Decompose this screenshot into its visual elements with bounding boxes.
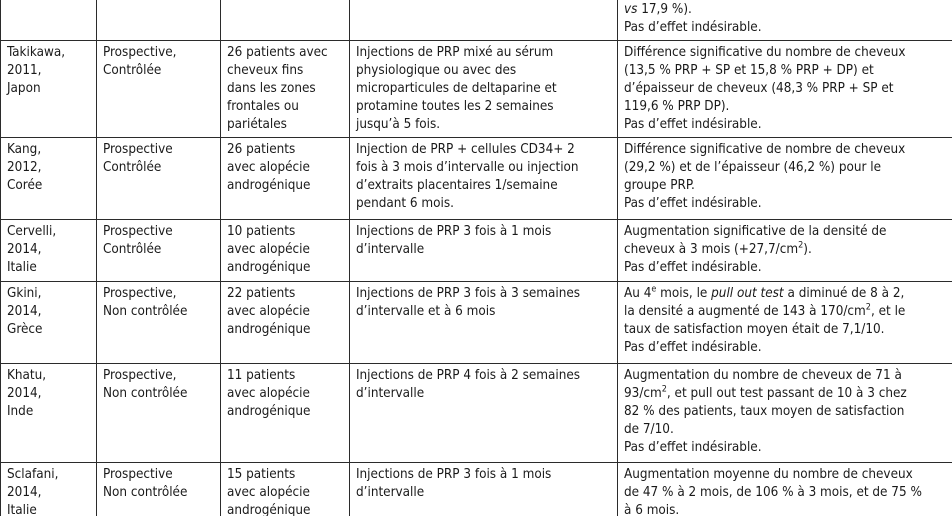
study-cell: Kang, 2012, Corée [1,138,97,220]
results-text: 17,9 %). [637,2,692,17]
results-cell [618,364,952,463]
protocol-cell: Injections de PRP 3 fois à 3 semaines d’intervalle et à 6 mois [350,282,618,364]
table-row [1,463,952,516]
protocol-cell [350,0,618,41]
design-cell: Prospective Contrôlée [97,138,221,220]
table-row [1,41,952,138]
results-text: , et le taux de satisfaction moyen était de 7,1/10. Pas d’effet indésirable. [624,304,906,355]
results-text: ). Pas d’effet indésirable. [624,242,812,275]
design-cell: Prospective, Non contrôlée [97,364,221,463]
design-cell: Prospective, Contrôlée [97,41,221,138]
population-cell [221,0,350,41]
table-row [1,282,952,364]
results-italic: vs [624,2,638,17]
superscript: 2 [661,384,667,395]
population-cell: 10 patients avec alopécie androgénique [221,220,350,282]
protocol-cell: Injections de PRP 3 fois à 1 mois d’intervalle [350,220,618,282]
study-cell: Gkini, 2014, Grèce [1,282,97,364]
results-note: Pas d’effet indésirable. [624,20,762,35]
population-cell: 11 patients avec alopécie androgénique [221,364,350,463]
study-cell: Cervelli, 2014, Italie [1,220,97,282]
results-cell: Différence significative du nombre de cheveux (13,5 % PRP + SP et 15,8 % PRP + DP) et d’épaisseur de cheveux (48,3 % PRP + SP et 119,6 % PRP DP). Pas d’effet indésirable. [618,41,952,138]
superscript: 2 [798,240,804,251]
protocol-cell: Injection de PRP + cellules CD34+ 2 fois à 3 mois d’intervalle ou injection d’extraits placentaires 1/semaine pendant 6 mois. [350,138,618,220]
superscript: e [651,284,657,295]
table-row [1,138,952,220]
population-cell: 26 patients avec alopécie androgénique [221,138,350,220]
population-cell: 15 patients avec alopécie androgénique [221,463,350,516]
results-cell [618,282,952,364]
design-cell: Prospective Contrôlée [97,220,221,282]
protocol-cell: Injections de PRP mixé au sérum physiologique ou avec des microparticules de deltaparine et protamine toutes les 2 semaines jusqu’à 5 fois. [350,41,618,138]
study-cell [1,0,97,41]
results-text: Au 4 [624,286,652,301]
table-row [1,220,952,282]
population-cell: 26 patients avec cheveux fins dans les zones frontales ou pariétales [221,41,350,138]
superscript: 2 [865,302,871,313]
design-cell: Prospective, Non contrôlée [97,282,221,364]
results-cell: Augmentation moyenne du nombre de cheveux de 47 % à 2 mois, de 106 % à 3 mois, et de 75 % à 6 mois. [618,463,952,516]
results-cell [618,220,952,282]
results-text: mois, le [656,286,712,301]
study-cell: Khatu, 2014, Inde [1,364,97,463]
results-italic: pull out test [711,286,784,301]
protocol-cell: Injections de PRP 3 fois à 1 mois d’intervalle [350,463,618,516]
protocol-cell: Injections de PRP 4 fois à 2 semaines d’intervalle [350,364,618,463]
results-text: , et pull out test passant de 10 à 3 chez 82 % des patients, taux moyen de satisfaction de 7/10. Pas d’effet indésirable. [624,386,907,455]
table-row [1,0,952,41]
results-text: Augmentation significative de la densité de cheveux à 3 mois (+27,7/cm [624,224,887,257]
table-row [1,364,952,463]
population-cell: 22 patients avec alopécie androgénique [221,282,350,364]
design-cell: Prospective Non contrôlée [97,463,221,516]
design-cell [97,0,221,41]
study-cell: Takikawa, 2011, Japon [1,41,97,138]
results-cell: Différence significative de nombre de cheveux (29,2 %) et de l’épaisseur (46,2 %) pour le groupe PRP. Pas d’effet indésirable. [618,138,952,220]
results-text: a diminué de 8 à 2, la densité a augmenté de 143 à 170/cm [624,286,905,319]
results-cell [618,0,952,41]
study-cell: Sclafani, 2014, Italie [1,463,97,516]
results-text: Augmentation du nombre de cheveux de 71 à 93/cm [624,368,902,401]
